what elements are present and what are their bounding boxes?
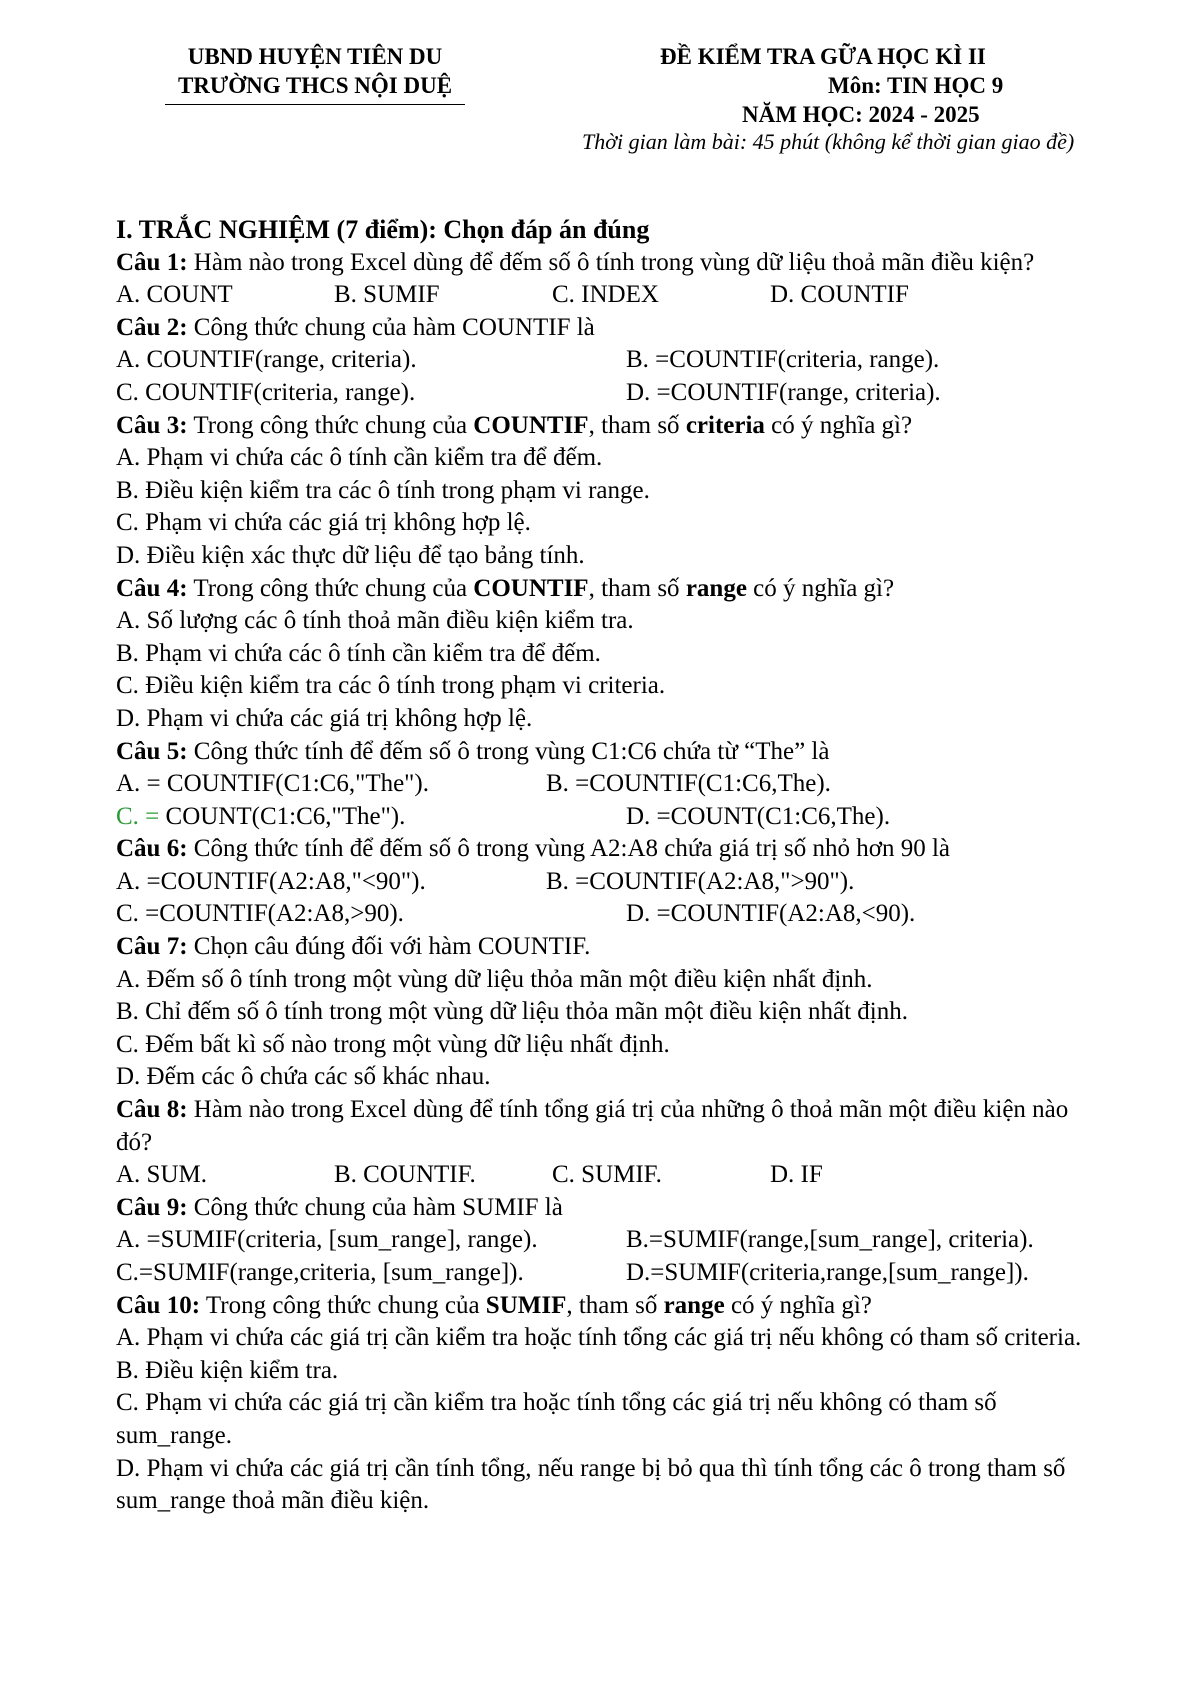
options-q6-row2 bbox=[116, 898, 1096, 931]
exam-year: NĂM HỌC: 2024 - 2025 bbox=[742, 102, 980, 127]
school-header bbox=[150, 42, 480, 105]
keyword-range: range bbox=[685, 574, 747, 602]
option-c: C. Điều kiện kiểm tra các ô tính trong phạm vi criteria. bbox=[116, 672, 666, 700]
options-q5-row2 bbox=[116, 801, 1096, 834]
options-q8 bbox=[116, 1159, 1096, 1192]
option-c: C. INDEX bbox=[552, 281, 659, 309]
option-b: B. SUMIF bbox=[334, 281, 440, 309]
question-text: Công thức tính để đếm số ô trong vùng A2:A8 chứa giá trị số nhỏ hơn 90 là bbox=[187, 835, 951, 863]
option-c: C. SUMIF. bbox=[552, 1161, 662, 1189]
question-label: Câu 8: bbox=[116, 1096, 188, 1124]
option-b: B. Điều kiện kiểm tra. bbox=[116, 1356, 339, 1384]
option-c: C.=SUMIF(range,criteria, [sum_range]). bbox=[116, 1259, 524, 1286]
option-d: D. IF bbox=[770, 1161, 823, 1189]
option-c bbox=[116, 801, 626, 834]
question-text-3: có ý nghĩa gì? bbox=[764, 411, 913, 439]
options-q5-row1 bbox=[116, 768, 1096, 801]
question-text-3: có ý nghĩa gì? bbox=[724, 1291, 872, 1319]
question-10 bbox=[116, 1290, 1096, 1323]
question-6 bbox=[116, 833, 1096, 866]
question-text-2: , tham số bbox=[588, 411, 686, 439]
exam-duration: Thời gian làm bài: 45 phút (không kể thời gian giao đề) bbox=[582, 129, 1075, 154]
question-3 bbox=[116, 410, 1096, 443]
option-d: D. =COUNT(C1:C6,The). bbox=[626, 802, 891, 830]
option-d: D. Phạm vi chứa các giá trị cần tính tổng, nếu range bị bỏ qua thì tính tổng các ô trong tham số sum_range thoả mãn điều kiện. bbox=[116, 1454, 1066, 1515]
option-c: C. Phạm vi chứa các giá trị cần kiểm tra hoặc tính tổng các giá trị nếu không có tham số sum_range. bbox=[116, 1389, 997, 1449]
question-text: Chọn câu đúng đối với hàm COUNTIF. bbox=[187, 933, 591, 961]
option-d: D. Phạm vi chứa các giá trị không hợp lệ. bbox=[116, 704, 533, 732]
option-b: B. COUNTIF. bbox=[334, 1161, 476, 1189]
question-label: Câu 2: bbox=[116, 313, 188, 341]
option-a: A. Đếm số ô tính trong một vùng dữ liệu thỏa mãn một điều kiện nhất định. bbox=[116, 965, 873, 993]
keyword-sumif: SUMIF bbox=[485, 1291, 567, 1319]
option-b: B. =COUNTIF(C1:C6,The). bbox=[546, 770, 831, 798]
question-text: Công thức tính để đếm số ô trong vùng C1:C6 chứa từ “The” là bbox=[187, 737, 830, 765]
question-label: Câu 3: bbox=[116, 411, 188, 439]
school-name: TRƯỜNG THCS NỘI DUỆ bbox=[177, 73, 453, 98]
exam-title: ĐỀ KIỂM TRA GỮA HỌC KÌ II bbox=[660, 44, 986, 69]
option-a: A. =COUNTIF(A2:A8,"<90"). bbox=[116, 867, 426, 895]
option-c: C. Đếm bất kì số nào trong một vùng dữ liệu nhất định. bbox=[116, 1030, 670, 1058]
option-a: A. Số lượng các ô tính thoả mãn điều kiện kiểm tra. bbox=[116, 607, 634, 635]
question-text-1: Trong công thức chung của bbox=[200, 1291, 486, 1319]
question-label: Câu 6: bbox=[116, 835, 188, 863]
option-d: D. Điều kiện xác thực dữ liệu để tạo bảng tính. bbox=[116, 541, 585, 569]
option-b: B. Phạm vi chứa các ô tính cần kiểm tra để đếm. bbox=[116, 639, 601, 667]
option-c-mark: C. = bbox=[116, 802, 160, 830]
option-d: D. =COUNTIF(range, criteria). bbox=[626, 378, 941, 406]
option-b: B.=SUMIF(range,[sum_range], criteria). bbox=[626, 1226, 1034, 1254]
keyword-countif: COUNTIF bbox=[473, 411, 589, 439]
question-1 bbox=[116, 247, 1096, 280]
keyword-countif: COUNTIF bbox=[473, 574, 589, 602]
question-text: Công thức chung của hàm SUMIF là bbox=[187, 1193, 563, 1221]
question-2 bbox=[116, 312, 1096, 345]
option-b: B. Chỉ đếm số ô tính trong một vùng dữ liệu thỏa mãn một điều kiện nhất định. bbox=[116, 998, 908, 1026]
option-b: B. Điều kiện kiểm tra các ô tính trong phạm vi range. bbox=[116, 476, 650, 504]
option-a: A. Phạm vi chứa các ô tính cần kiểm tra để đếm. bbox=[116, 444, 603, 472]
question-label: Câu 5: bbox=[116, 737, 188, 765]
options-q9-row1 bbox=[116, 1224, 1096, 1257]
keyword-criteria: criteria bbox=[685, 411, 765, 439]
option-d: D. =COUNTIF(A2:A8,<90). bbox=[626, 900, 916, 928]
option-c: C. Phạm vi chứa các giá trị không hợp lệ. bbox=[116, 509, 531, 537]
option-b: B. =COUNTIF(A2:A8,">90"). bbox=[546, 867, 855, 895]
question-text-3: có ý nghĩa gì? bbox=[746, 574, 895, 602]
question-label: Câu 4: bbox=[116, 574, 188, 602]
section-title: I. TRẮC NGHIỆM (7 điểm): Chọn đáp án đúng bbox=[116, 215, 650, 244]
option-a: A. = COUNTIF(C1:C6,"The"). bbox=[116, 770, 429, 798]
option-a: A. COUNT bbox=[116, 281, 233, 309]
option-c: C. =COUNTIF(A2:A8,>90). bbox=[116, 900, 404, 928]
option-c-text: COUNT(C1:C6,"The"). bbox=[159, 802, 406, 830]
options-q9-row2 bbox=[116, 1257, 1096, 1290]
exam-content bbox=[116, 214, 1096, 1518]
school-underline bbox=[165, 104, 465, 105]
question-text: Hàm nào trong Excel dùng để tính tổng giá trị của những ô thoả mãn một điều kiện nào đó? bbox=[116, 1096, 1069, 1156]
option-d: D. COUNTIF bbox=[770, 281, 909, 309]
option-b: B. =COUNTIF(criteria, range). bbox=[626, 346, 940, 374]
option-a: A. COUNTIF(range, criteria). bbox=[116, 346, 417, 374]
question-label: Câu 1: bbox=[116, 248, 188, 276]
question-label: Câu 10: bbox=[116, 1291, 201, 1319]
option-a: A. Phạm vi chứa các giá trị cần kiểm tra hoặc tính tổng các giá trị nếu không có tham số criteria. bbox=[116, 1324, 1082, 1352]
question-4 bbox=[116, 573, 1096, 606]
keyword-range: range bbox=[663, 1291, 725, 1319]
option-c: C. COUNTIF(criteria, range). bbox=[116, 378, 416, 406]
question-7 bbox=[116, 931, 1096, 964]
question-label: Câu 7: bbox=[116, 933, 188, 961]
options-q1 bbox=[116, 279, 1096, 312]
question-text: Công thức chung của hàm COUNTIF là bbox=[187, 313, 595, 341]
options-q6-row1 bbox=[116, 866, 1096, 899]
options-q2-row1 bbox=[116, 344, 1096, 377]
option-d: D. Đếm các ô chứa các số khác nhau. bbox=[116, 1063, 491, 1091]
option-a: A. SUM. bbox=[116, 1161, 207, 1189]
question-5 bbox=[116, 736, 1096, 769]
question-text-1: Trong công thức chung của bbox=[187, 411, 474, 439]
question-text-2: , tham số bbox=[566, 1291, 664, 1319]
options-q2-row2 bbox=[116, 377, 1096, 410]
district-name: UBND HUYỆN TIÊN DU bbox=[187, 44, 443, 69]
question-text-1: Trong công thức chung của bbox=[187, 574, 474, 602]
question-text-2: , tham số bbox=[588, 574, 686, 602]
question-label: Câu 9: bbox=[116, 1193, 188, 1221]
question-text: Hàm nào trong Excel dùng để đếm số ô tính trong vùng dữ liệu thoả mãn điều kiện? bbox=[187, 248, 1035, 276]
question-8 bbox=[116, 1094, 1096, 1159]
option-a: A. =SUMIF(criteria, [sum_range], range). bbox=[116, 1226, 538, 1254]
exam-subject: Môn: TIN HỌC 9 bbox=[828, 73, 1004, 98]
question-9 bbox=[116, 1192, 1096, 1225]
option-d: D.=SUMIF(criteria,range,[sum_range]). bbox=[626, 1259, 1029, 1286]
